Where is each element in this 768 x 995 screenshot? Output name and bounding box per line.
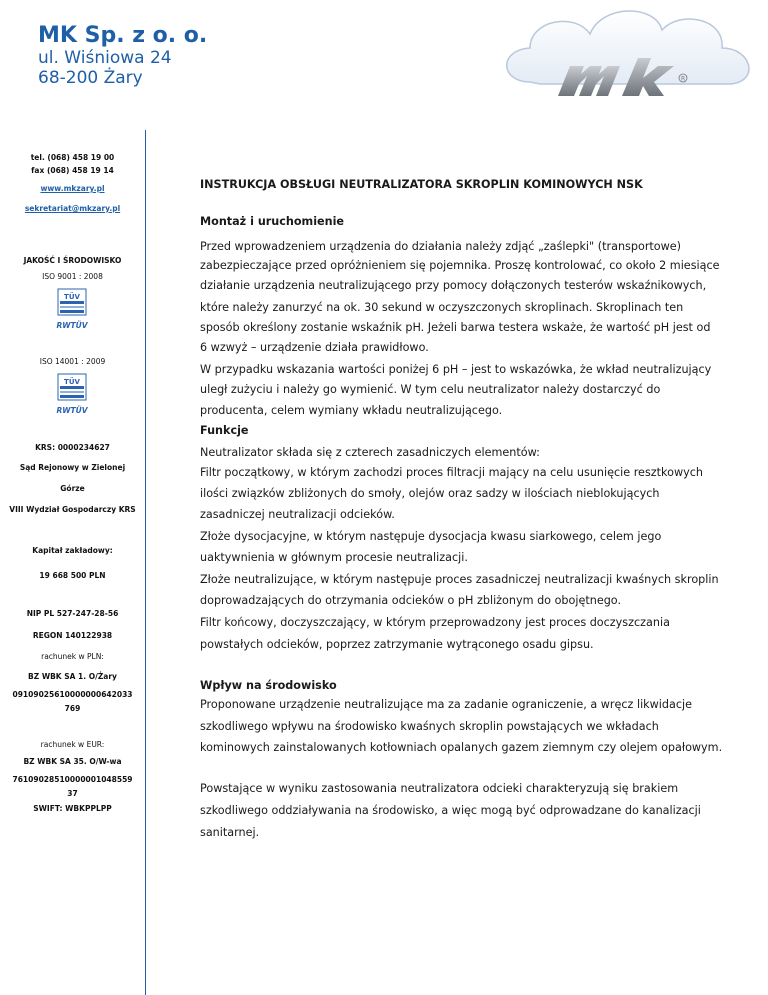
pln-account-label: rachunek w PLN: (41, 652, 104, 661)
eur-account-label: rachunek w EUR: (40, 740, 105, 749)
svg-text:TÜV: TÜV (64, 293, 80, 301)
court-line-1: Sąd Rejonowy w Zielonej (19, 463, 126, 472)
paragraph-line: W przypadku wskazania wartości poniżej 6 pH – jest to wskazówka, że wkład neutralizujący (200, 363, 712, 376)
paragraph-line: działanie urządzenia neutralizującego przy pomocy dołączonych testerów wskaźnikowych, (200, 279, 707, 292)
paragraph-line: ilości związków zbliżonych do smoły, olejów oraz sadzy w ilościach nieblokujących (200, 487, 660, 500)
tuv-certificate-icon (52, 373, 92, 417)
nip-number: NIP PL 527-247-28-56 (26, 609, 119, 618)
capital-label: Kapitał zakładowy: (32, 546, 113, 555)
paragraph-line: szkodliwego wpływu na środowisko kwaśnych skroplin powstających we wkładach (200, 720, 659, 733)
paragraph-line: sanitarnej. (200, 826, 260, 839)
paragraph-line: Proponowane urządzenie neutralizujące ma za zadanie ograniczenie, a wręcz likwidacje (200, 698, 693, 711)
pln-account-line-1: 09109025610000000642033 (12, 690, 133, 699)
sidebar-www[interactable] (0, 184, 145, 194)
svg-text:R: R (681, 75, 686, 83)
svg-text:RWTÜV: RWTÜV (56, 406, 88, 415)
paragraph-line: Filtr początkowy, w którym zachodzi proces filtracji mający na celu usunięcie resztkowych (200, 466, 703, 479)
paragraph-line: uległ zużyciu i należy go wymienić. W tym celu neutralizator należy dostarczyć do (200, 383, 661, 396)
capital-value: 19 668 500 PLN (39, 571, 106, 580)
paragraph-line: Złoże neutralizujące, w którym następuje proces zasadniczej neutralizacji kwaśnych skroplin (200, 573, 719, 586)
paragraph-line: uaktywnienia w głównym procesie neutralizacji. (200, 551, 468, 564)
paragraph-line: Przed wprowadzeniem urządzenia do działania należy zdjąć „zaślepki" (transportowe) (200, 240, 682, 253)
krs-number: KRS: 0000234627 (35, 443, 110, 452)
website-link[interactable]: www.mkzary.pl (40, 184, 105, 193)
paragraph-line: zabezpieczające przed opróżnieniem się pojemnika. Proszę kontrolować, co około 2 miesiące (200, 259, 720, 272)
sidebar-fax: fax (068) 458 19 14 (31, 166, 114, 175)
eur-account-line-1: 76109028510000001048559 (12, 775, 133, 784)
paragraph-line: powstałych odcieków, poprzez zatrzymanie wytrąconego osadu gipsu. (200, 638, 594, 651)
document-title: INSTRUKCJA OBSŁUGI NEUTRALIZATORA SKROPLIN KOMINOWYCH NSK (200, 178, 643, 191)
paragraph-line: Powstające w wyniku zastosowania neutralizatora odcieki charakteryzują się brakiem (200, 782, 679, 795)
paragraph-line: doprowadzających do otrzymania odcieków o pH zbliżonym do obojętnego. (200, 594, 622, 607)
cloud-logo (380, 0, 768, 112)
quality-title: JAKOŚĆ I ŚRODOWISKO (23, 256, 122, 265)
paragraph-line: Filtr końcowy, doczyszczający, w którym przeprowadzony jest proces doczyszczania (200, 616, 670, 629)
court-line-3: VIII Wydział Gospodarczy KRS (9, 505, 136, 514)
regon-number: REGON 140122938 (32, 631, 113, 640)
company-address (38, 24, 207, 88)
iso-9001-label: ISO 9001 : 2008 (42, 272, 103, 281)
paragraph-line: które należy zanurzyć na ok. 30 sekund w oczyszczonych skroplinach. Skroplinach ten (200, 301, 684, 314)
svg-text:TÜV: TÜV (64, 378, 80, 386)
paragraph-line: szkodliwego oddziaływania na środowisko, a więc mogą być odprowadzane do kanalizacji (200, 804, 701, 817)
iso-14001-label: ISO 14001 : 2009 (39, 357, 106, 366)
swift-code: SWIFT: WBKPPLPP (33, 804, 112, 813)
court-line-2: Górze (60, 484, 85, 493)
paragraph-line: Złoże dysocjacyjne, w którym następuje dysocjacja kwasu siarkowego, celem jego (200, 530, 662, 543)
company-name: MK Sp. z o. o. (38, 23, 208, 48)
eur-bank: BZ WBK SA 35. O/W-wa (23, 757, 122, 766)
sidebar-tel: tel. (068) 458 19 00 (30, 153, 115, 162)
paragraph-line: zasadniczej neutralizacji odcieków. (200, 508, 395, 521)
section-heading-environment: Wpływ na środowisko (200, 679, 337, 692)
paragraph-line: kominowych zainstalowanych kotłowniach opalanych gazem ziemnym czy olejem opałowym. (200, 741, 723, 754)
cloud-shape (507, 11, 749, 84)
tuv-certificate-icon (52, 288, 92, 332)
company-street: ul. Wiśniowa 24 (38, 48, 172, 68)
paragraph-line: producenta, celem wymiany wkładu neutralizującego. (200, 404, 503, 417)
company-city: 68-200 Żary (38, 68, 143, 88)
pln-bank: BZ WBK SA 1. O/Żary (28, 672, 117, 681)
section-heading-installation: Montaż i uruchomienie (200, 215, 345, 228)
sidebar-email[interactable] (0, 204, 145, 214)
eur-account-line-2: 37 (67, 789, 78, 798)
sidebar-divider (145, 130, 146, 995)
email-link[interactable]: sekretariat@mkzary.pl (24, 204, 121, 213)
svg-text:RWTÜV: RWTÜV (56, 321, 88, 330)
section-heading-functions: Funkcje (200, 424, 249, 437)
paragraph-line: sposób określony zostanie wskaźnik pH. Jeżeli barwa testera wskaże, że wartość pH jest od (200, 321, 711, 334)
paragraph-line: Neutralizator składa się z czterech zasadniczych elementów: (200, 446, 540, 459)
pln-account-line-2: 769 (64, 704, 81, 713)
paragraph-line: 6 wzwyż – urządzenie działa prawidłowo. (200, 341, 429, 354)
